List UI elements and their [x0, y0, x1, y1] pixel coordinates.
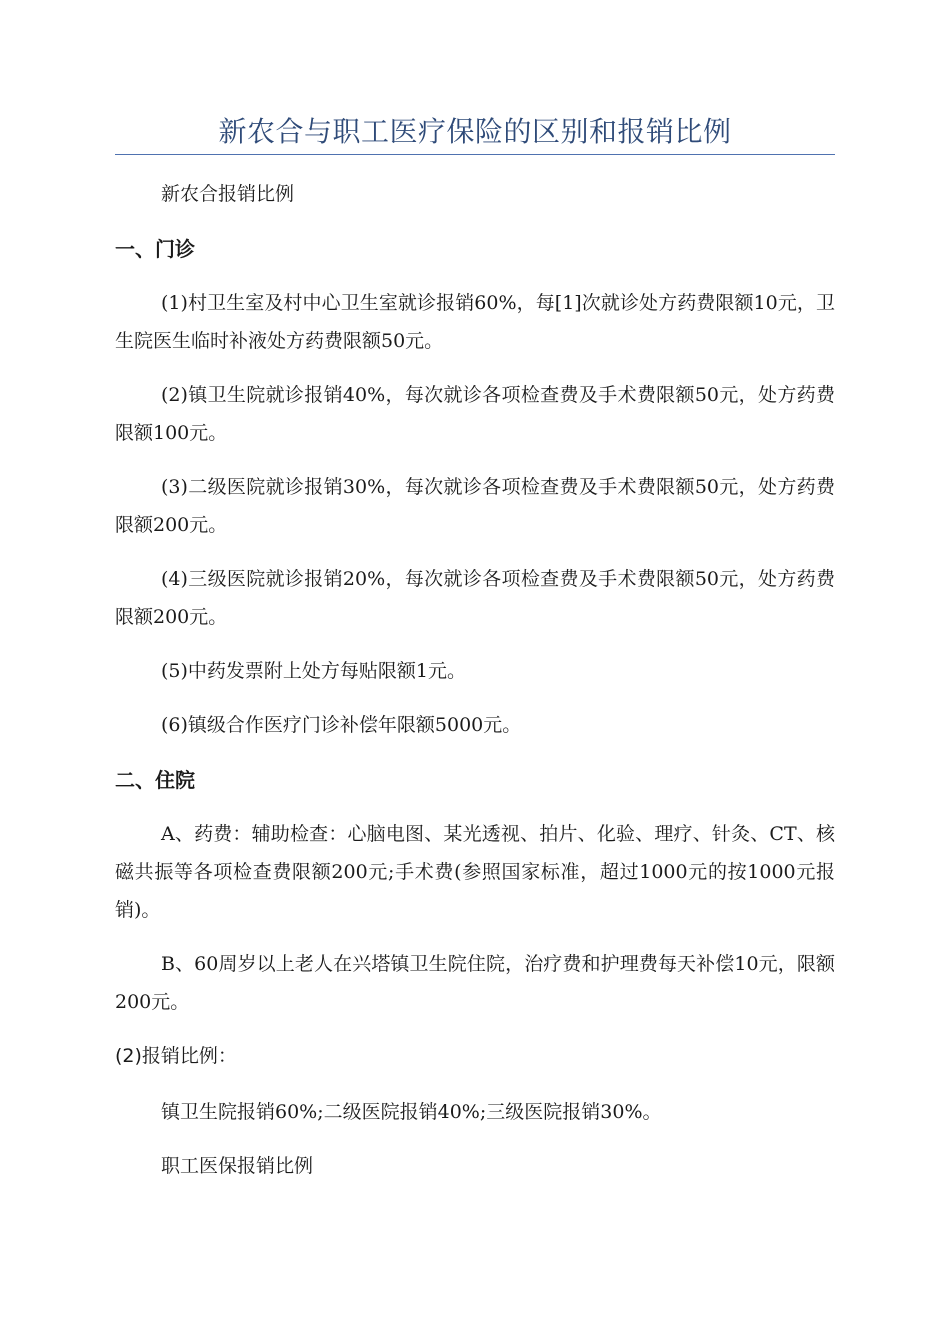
- outpatient-item-3: (3)二级医院就诊报销30%，每次就诊各项检查费及手术费限额50元，处方药费限额200元。: [115, 476, 835, 536]
- inpatient-item-b: B、60周岁以上老人在兴塔镇卫生院住院，治疗费和护理费每天补偿10元，限额200元。: [115, 953, 835, 1013]
- outpatient-item-2: (2)镇卫生院就诊报销40%，每次就诊各项检查费及手术费限额50元，处方药费限额100元。: [115, 384, 835, 444]
- ratio-text: 镇卫生院报销60%;二级医院报销40%;三级医院报销30%。: [161, 1101, 662, 1123]
- outpatient-item-1: (1)村卫生室及村中心卫生室就诊报销60%，每[1]次就诊处方药费限额10元，卫生院医生临时补液处方药费限额50元。: [115, 292, 835, 352]
- inpatient-item-a: A、药费：辅助检查：心脑电图、某光透视、拍片、化验、理疗、针灸、CT、核磁共振等各项检查费限额200元;手术费(参照国家标准，超过1000元的按1000元报销)。: [115, 823, 835, 921]
- outpatient-item-6: (6)镇级合作医疗门诊补偿年限额5000元。: [161, 714, 522, 736]
- title-underline: [115, 154, 835, 155]
- heading-outpatient: 一、门诊: [115, 237, 195, 261]
- ratio-label-number: (2): [115, 1045, 142, 1067]
- outpatient-item-5: (5)中药发票附上处方每贴限额1元。: [161, 660, 467, 682]
- section-subtitle: 新农合报销比例: [161, 183, 295, 205]
- ratio-label-text: 报销比例：: [141, 1045, 237, 1067]
- document-title: 新农合与职工医疗保险的区别和报销比例: [218, 115, 732, 148]
- heading-inpatient: 二、住院: [115, 768, 195, 792]
- outpatient-item-4: (4)三级医院就诊报销20%，每次就诊各项检查费及手术费限额50元，处方药费限额200元。: [115, 568, 835, 628]
- ratio-label: [115, 1037, 835, 1075]
- next-section-title: 职工医保报销比例: [161, 1155, 314, 1177]
